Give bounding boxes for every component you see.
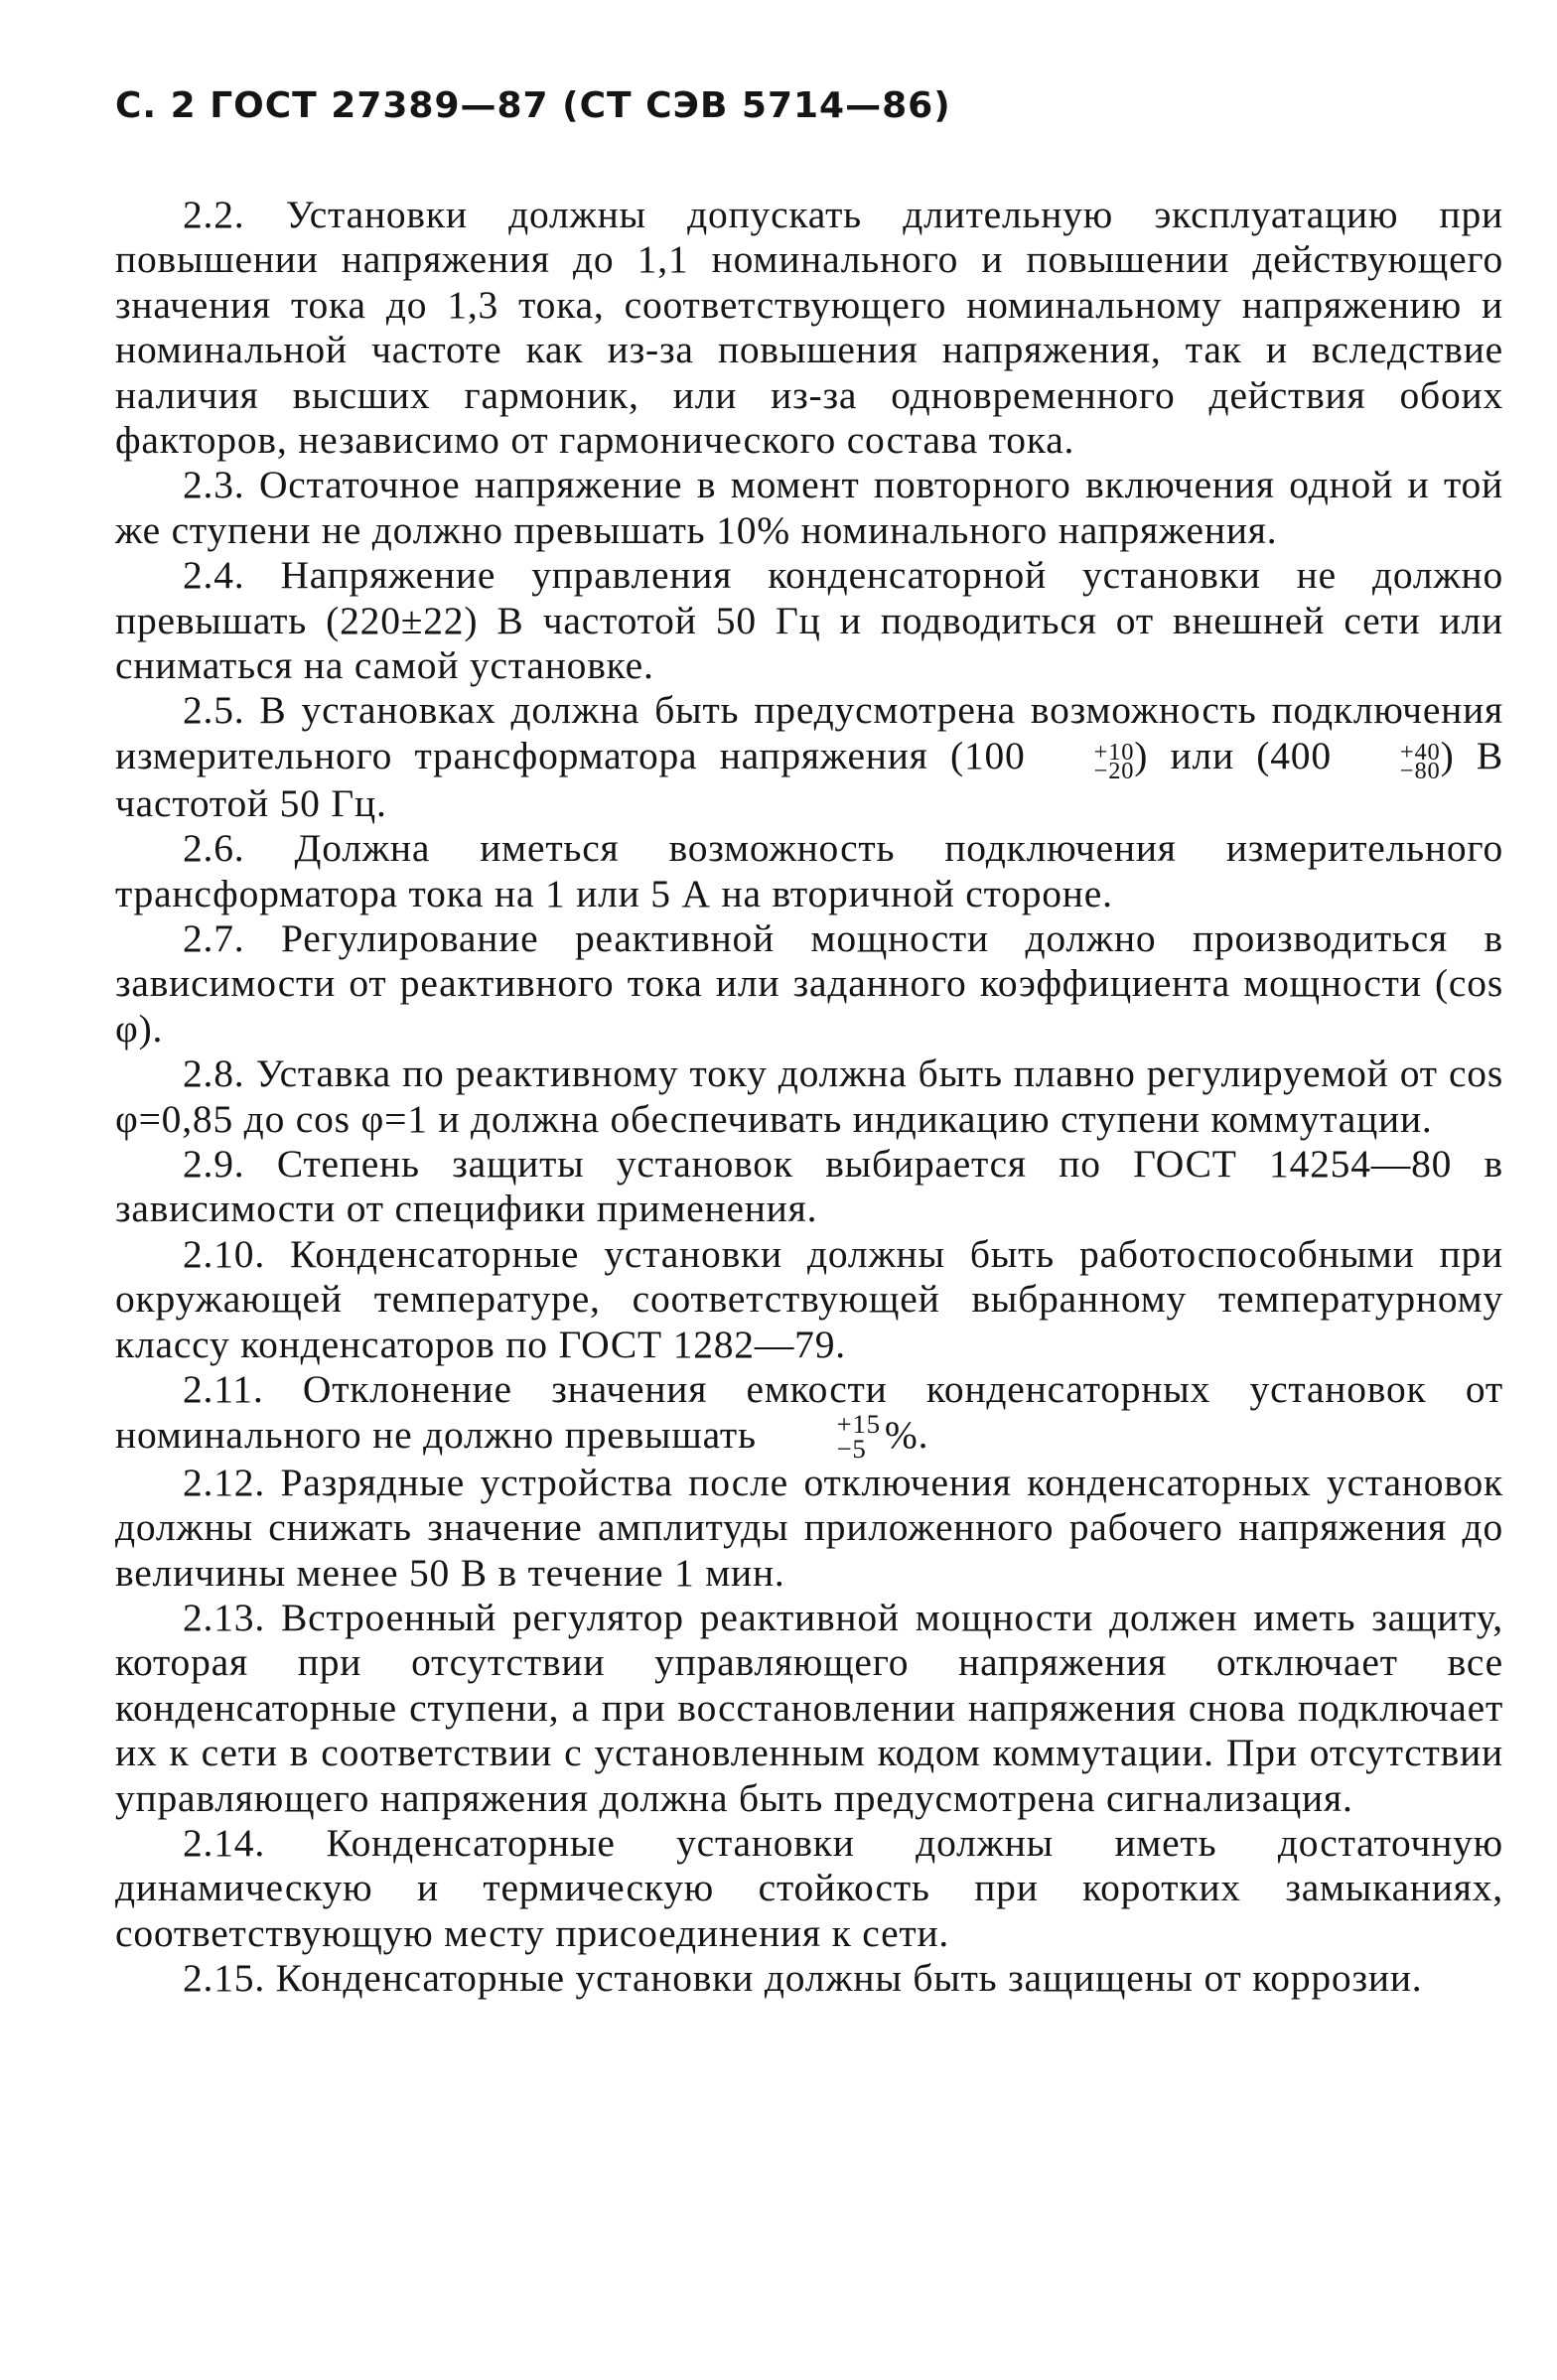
tolerance-capacitance-up: +15 [836, 1409, 881, 1440]
clause-2-12: 2.12. Разрядные устройства после отключения конденсаторных установок должны снижать значение амплитуды приложенного рабочего напряжения до величины менее 50 В в течение 1 мин. [115, 1460, 1503, 1595]
document-body [115, 193, 1503, 2002]
clause-2-5-text: 2.5. В установках должна быть предусмотрена возможность подключения измерительного трансформатора напряжения [115, 688, 1503, 777]
clause-2-2: 2.2. Установки должны допускать длительную эксплуатацию при повышении напряжения до 1,1 номинального и повышении действующего значения тока до 1,3 тока, соответствующего номинальному напряжению и номинальной частоте как из-за повышения напряжения, так и вследствие наличия высших гармоник, или из-за одновременного действия обоих факторов, независимо от гармонического состава тока. [115, 193, 1503, 463]
clause-2-11 [115, 1367, 1503, 1464]
tolerance-400-down: −80 [1399, 758, 1441, 785]
clause-2-5-or: ) или (400 [1134, 733, 1332, 777]
clause-2-7: 2.7. Регулирование реактивной мощности должно производиться в зависимости от реактивного тока или заданного коэффициента мощности (cos φ). [115, 915, 1503, 1050]
tolerance-100-up: +10 [1093, 738, 1135, 766]
clause-2-6: 2.6. Должна иметься возможность подключения измерительного трансформатора тока на 1 или 5 А на вторичной стороне. [115, 826, 1503, 915]
tolerance-400 [1333, 738, 1441, 785]
clause-2-9: 2.9. Степень защиты установок выбирается по ГОСТ 14254—80 в зависимости от специфики применения. [115, 1142, 1503, 1231]
clause-2-11-text: 2.11. Отклонение значения емкости конденсаторных установок от номинального не должно превышать [115, 1367, 1503, 1458]
tolerance-capacitance-down: −5 [836, 1433, 867, 1464]
clause-2-4: 2.4. Напряжение управления конденсаторной установки не должно превышать (220±22) В частотой 50 Гц и подводиться от внешней сети или сниматься на самой установке. [115, 553, 1503, 688]
tolerance-400-up: +40 [1399, 738, 1441, 766]
clause-2-5 [115, 688, 1503, 826]
tolerance-100-down: −20 [1093, 758, 1135, 785]
clause-2-3: 2.3. Остаточное напряжение в момент повторного включения одной и той же ступени не должно превышать 10% номинального напряжения. [115, 463, 1503, 552]
tolerance-capacitance [769, 1409, 881, 1464]
clause-2-11-tail: %. [884, 1413, 929, 1458]
clause-2-5-value-100: (100 [949, 733, 1026, 777]
clause-2-8: 2.8. Уставка по реактивному току должна быть плавно регулируемой от cos φ=0,85 до cos φ=1 и должна обеспечивать индикацию ступени коммутации. [115, 1051, 1503, 1141]
clause-2-14: 2.14. Конденсаторные установки должны иметь достаточную динамическую и термическую стойкость при коротких замыканиях, соответствующую месту присоединения к сети. [115, 1821, 1503, 1955]
clause-2-5-tail: ) В частотой 50 Гц. [115, 733, 1503, 825]
tolerance-100 [1027, 738, 1135, 785]
page-header: С. 2 ГОСТ 27389—87 (СТ СЭВ 5714—86) [115, 85, 951, 126]
clause-2-15: 2.15. Конденсаторные установки должны быть защищены от коррозии. [183, 1956, 1423, 2001]
clause-2-10: 2.10. Конденсаторные установки должны быть работоспособными при окружающей температуре, соответствующей выбранному температурному классу конденсаторов по ГОСТ 1282—79. [115, 1231, 1503, 1366]
clause-2-13: 2.13. Встроенный регулятор реактивной мощности должен иметь защиту, которая при отсутствии управляющего напряжения отключает все конденсаторные ступени, а при восстановлении напряжения снова подключает их к сети в соответствии с установленным кодом коммутации. При отсутствии управляющего напряжения должна быть предусмотрена сигнализация. [115, 1596, 1503, 1820]
